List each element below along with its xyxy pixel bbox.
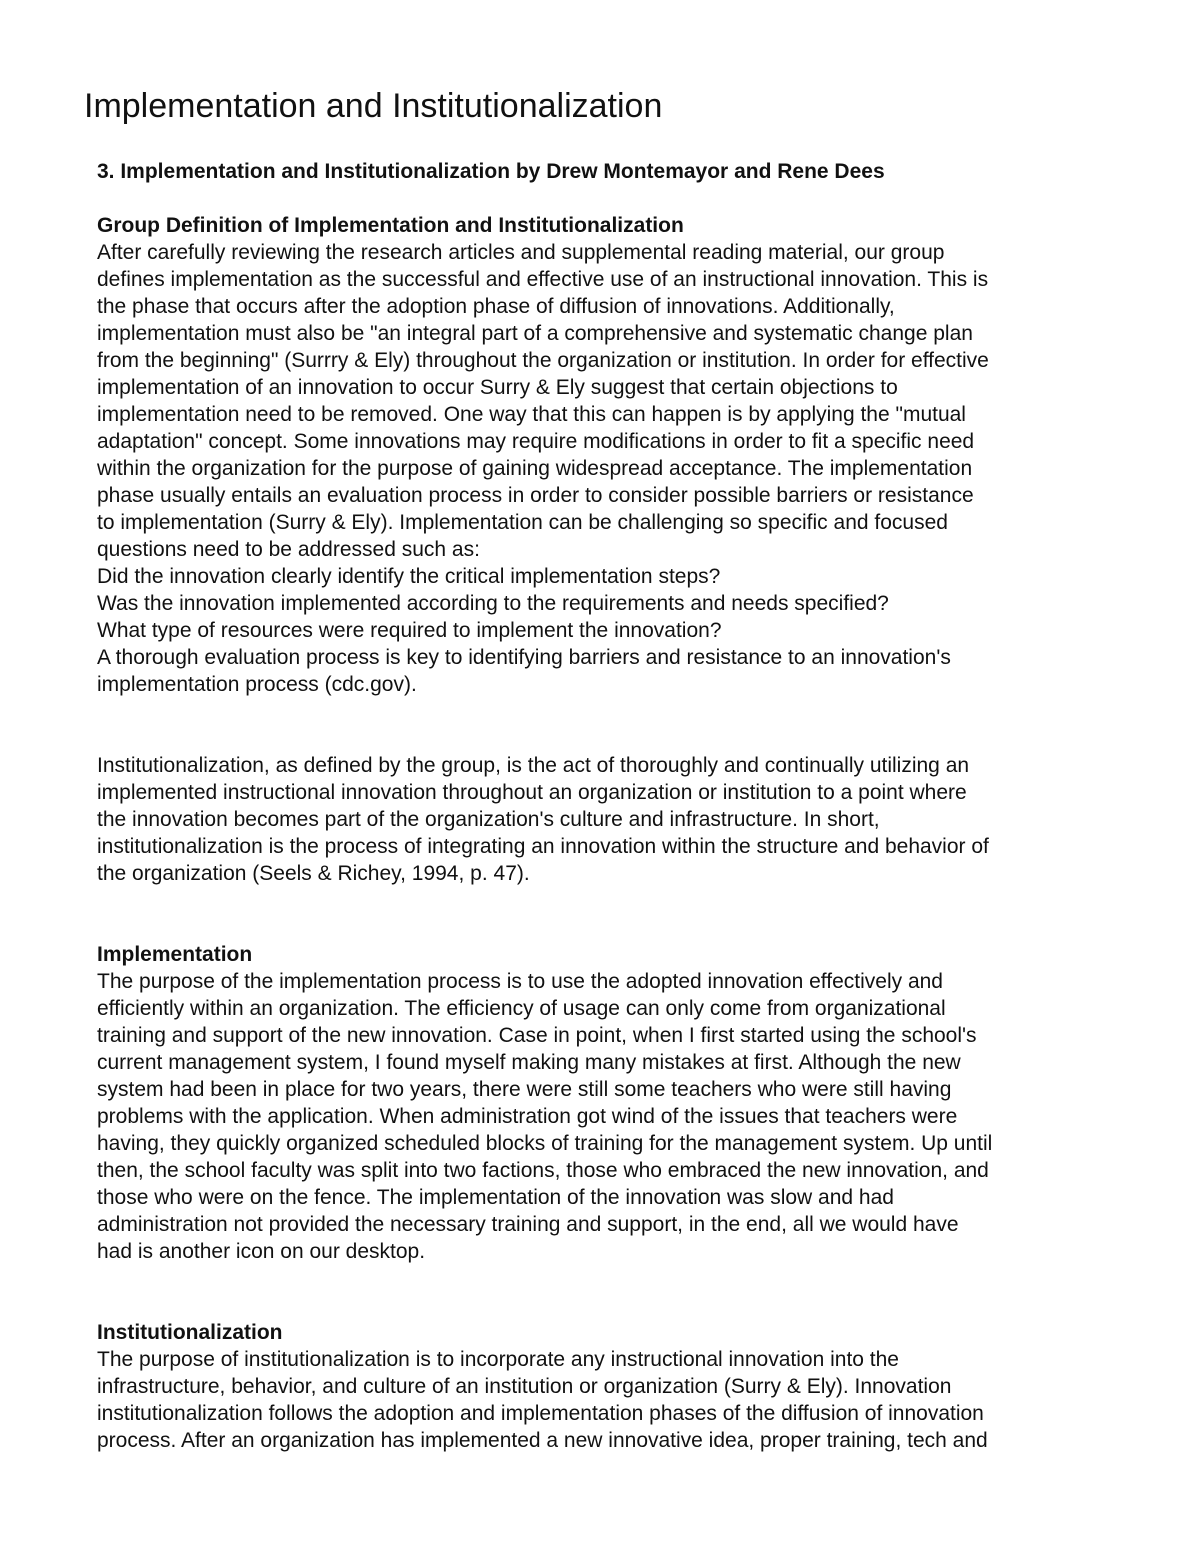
section-group-definition [97, 212, 1107, 887]
section-heading: Implementation [97, 943, 253, 966]
document-subtitle: 3. Implementation and Institutionalization by Drew Montemayor and Rene Dees [97, 160, 885, 183]
paragraph-institutionalization [97, 1346, 1107, 1454]
section-heading: Institutionalization [97, 1321, 283, 1344]
text-line: current management system, I found myself making many mistakes at first. Although the new [97, 1051, 961, 1074]
text-line: implementation must also be "an integral part of a comprehensive and systematic change plan [97, 322, 973, 345]
text-line: implementation process (cdc.gov). [97, 673, 417, 696]
text-line: infrastructure, behavior, and culture of an institution or organization (Surry & Ely). Innovation [97, 1375, 952, 1398]
text-line: then, the school faculty was split into two factions, those who embraced the new innovation, and [97, 1159, 989, 1182]
section-institutionalization [97, 1319, 1107, 1454]
text-line: process. After an organization has implemented a new innovative idea, proper training, tech and [97, 1429, 988, 1452]
text-line: implementation need to be removed. One way that this can happen is by applying the "mutual [97, 403, 966, 426]
question-line: Was the innovation implemented according to the requirements and needs specified? [97, 592, 889, 615]
text-line: administration not provided the necessary training and support, in the end, all we would have [97, 1213, 959, 1236]
text-line: having, they quickly organized scheduled blocks of training for the management system. Up until [97, 1132, 993, 1155]
text-line: defines implementation as the successful and effective use of an instructional innovation. This is [97, 268, 989, 291]
text-line: institutionalization follows the adoption and implementation phases of the diffusion of innovation [97, 1402, 984, 1425]
text-line: the organization (Seels & Richey, 1994, p. 47). [97, 862, 530, 885]
question-line: Did the innovation clearly identify the critical implementation steps? [97, 565, 721, 588]
text-line: After carefully reviewing the research articles and supplemental reading material, our group [97, 241, 945, 264]
section-spacer [97, 1265, 1107, 1319]
text-line: efficiently within an organization. The efficiency of usage can only come from organizational [97, 997, 946, 1020]
text-line: those who were on the fence. The implementation of the innovation was slow and had [97, 1186, 894, 1209]
text-line: questions need to be addressed such as: [97, 538, 480, 561]
question-line: What type of resources were required to implement the innovation? [97, 619, 722, 642]
text-line: A thorough evaluation process is key to identifying barriers and resistance to an innovation's [97, 646, 951, 669]
paragraph-implementation [97, 968, 1107, 1265]
paragraph-institutionalization-definition [97, 752, 1107, 887]
text-line: within the organization for the purpose of gaining widespread acceptance. The implementation [97, 457, 973, 480]
text-line: phase usually entails an evaluation process in order to consider possible barriers or resistance [97, 484, 974, 507]
section-implementation [97, 941, 1107, 1265]
text-line: adaptation" concept. Some innovations may require modifications in order to fit a specific need [97, 430, 975, 453]
text-line: implemented instructional innovation throughout an organization or institution to a point where [97, 781, 967, 804]
text-line: to implementation (Surry & Ely). Implementation can be challenging so specific and focused [97, 511, 948, 534]
text-line: problems with the application. When administration got wind of the issues that teachers were [97, 1105, 958, 1128]
document-body [97, 158, 1107, 1454]
text-line: from the beginning" (Surrry & Ely) throughout the organization or institution. In order for effective [97, 349, 989, 372]
text-line: implementation of an innovation to occur Surry & Ely suggest that certain objections to [97, 376, 898, 399]
text-line: the innovation becomes part of the organization's culture and infrastructure. In short, [97, 808, 880, 831]
section-heading: Group Definition of Implementation and Institutionalization [97, 214, 684, 237]
text-line: had is another icon on our desktop. [97, 1240, 426, 1263]
paragraph-group-definition [97, 239, 1107, 698]
text-line: system had been in place for two years, there were still some teachers who were still having [97, 1078, 952, 1101]
paragraph-spacer [97, 698, 1107, 752]
section-spacer [97, 887, 1107, 941]
text-line: the phase that occurs after the adoption phase of diffusion of innovations. Additionally, [97, 295, 895, 318]
text-line: institutionalization is the process of integrating an innovation within the structure and behavior of [97, 835, 989, 858]
text-line: Institutionalization, as defined by the group, is the act of thoroughly and continually utilizing an [97, 754, 970, 777]
text-line: training and support of the new innovation. Case in point, when I first started using the school's [97, 1024, 977, 1047]
document-title: Implementation and Institutionalization [84, 87, 663, 125]
text-line: The purpose of the implementation process is to use the adopted innovation effectively and [97, 970, 943, 993]
text-line: The purpose of institutionalization is to incorporate any instructional innovation into the [97, 1348, 899, 1371]
